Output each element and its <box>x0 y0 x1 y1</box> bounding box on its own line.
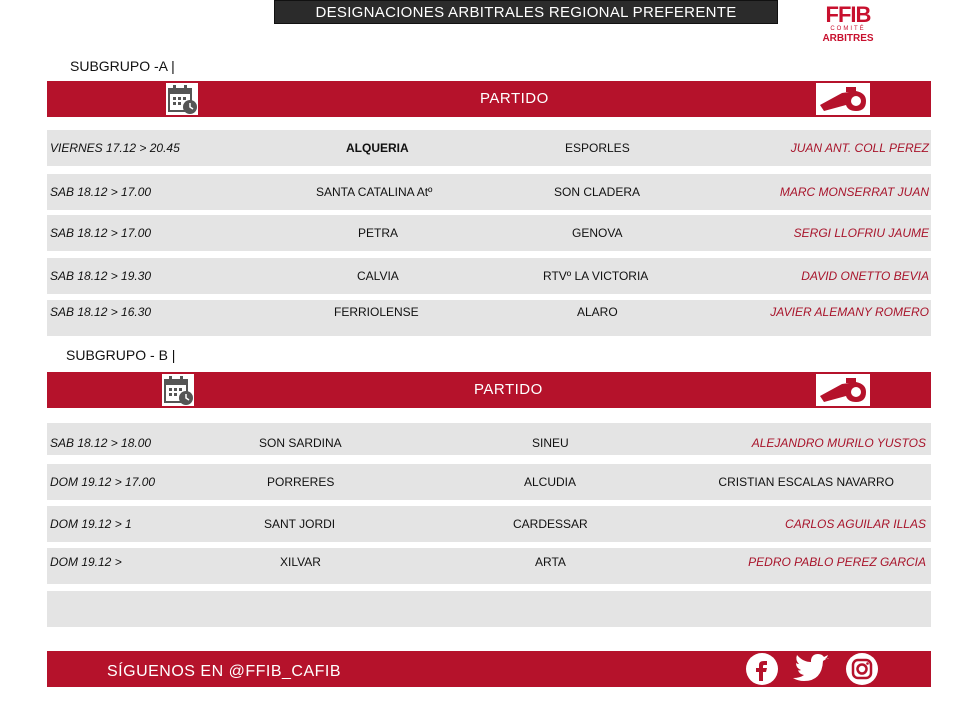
subgroup-a-header-bar <box>47 81 931 117</box>
home-team: SANT JORDI <box>264 517 336 531</box>
away-team: ALCUDIA <box>524 475 577 489</box>
away-team: GENOVA <box>572 226 623 240</box>
whistle-icon <box>816 374 870 406</box>
home-team: CALVIA <box>357 269 399 283</box>
home-team: PORRERES <box>267 475 335 489</box>
away-team: ARTA <box>535 555 566 569</box>
logo-bottom-text: ARBITRES <box>822 33 874 44</box>
referee-name: MARC MONSERRAT JUAN <box>779 185 929 199</box>
match-row <box>47 300 931 336</box>
away-team: RTVº LA VICTORIA <box>543 269 649 283</box>
referee-name: ALEJANDRO MURILO YUSTOS <box>751 436 926 450</box>
match-row <box>47 548 931 584</box>
footer-bar <box>47 651 931 687</box>
match-date: SAB 18.12 > 19.30 <box>50 269 152 283</box>
match-date: SAB 18.12 > 16.30 <box>50 305 152 319</box>
match-date: DOM 19.12 > 17.00 <box>50 475 156 489</box>
away-team: SINEU <box>532 436 569 450</box>
whistle-icon <box>816 83 870 115</box>
referee-name: CRISTIAN ESCALAS NAVARRO <box>718 475 894 489</box>
match-date: DOM 19.12 > <box>50 555 122 569</box>
ffib-logo <box>818 4 878 46</box>
subgroup-b-title: SUBGRUPO - B | <box>66 347 176 363</box>
calendar-icon <box>162 374 194 406</box>
home-team: PETRA <box>358 226 399 240</box>
match-date: DOM 19.12 > 1 <box>50 517 132 531</box>
match-row <box>47 423 931 455</box>
referee-name: PEDRO PABLO PEREZ GARCIA <box>748 555 926 569</box>
subgroup-b-header-bar <box>47 372 931 408</box>
referee-name: SERGI LLOFRIU JAUME <box>793 226 929 240</box>
match-row <box>47 130 931 166</box>
subgroup-a-title: SUBGRUPO -A | <box>70 58 175 74</box>
referee-name: CARLOS AGUILAR ILLAS <box>785 517 926 531</box>
twitter-icon[interactable] <box>791 652 831 686</box>
follow-text: SÍGUENOS EN @FFIB_CAFIB <box>107 663 341 680</box>
match-date: VIERNES 17.12 > 20.45 <box>50 141 180 155</box>
match-row <box>47 506 931 542</box>
match-date: SAB 18.12 > 18.00 <box>50 436 152 450</box>
match-date: SAB 18.12 > 17.00 <box>50 226 152 240</box>
home-team: XILVAR <box>280 555 321 569</box>
logo-main-text: FFIB <box>825 2 871 27</box>
subgroup-a-bar-label: PARTIDO <box>480 90 549 107</box>
away-team: CARDESSAR <box>513 517 588 531</box>
document-title: DESIGNACIONES ARBITRALES REGIONAL PREFERENTE <box>274 0 778 24</box>
logo-sub-text: COMITÉ <box>830 26 866 32</box>
home-team: ALQUERIA <box>346 141 409 155</box>
instagram-icon[interactable] <box>845 652 879 686</box>
match-date: SAB 18.12 > 17.00 <box>50 185 152 199</box>
home-team: FERRIOLENSE <box>334 305 419 319</box>
away-team: SON CLADERA <box>554 185 641 199</box>
referee-name: DAVID ONETTO BEVIA <box>801 269 929 283</box>
calendar-icon <box>166 83 198 115</box>
referee-name: JUAN ANT. COLL PEREZ <box>790 141 929 155</box>
home-team: SANTA CATALINA Atº <box>316 185 433 199</box>
away-team: ESPORLES <box>565 141 630 155</box>
empty-row <box>47 591 931 627</box>
match-row <box>47 464 931 500</box>
home-team: SON SARDINA <box>259 436 342 450</box>
match-row <box>47 174 931 210</box>
match-row <box>47 215 931 251</box>
referee-name: JAVIER ALEMANY ROMERO <box>770 305 929 319</box>
subgroup-b-bar-label: PARTIDO <box>474 381 543 398</box>
match-row <box>47 258 931 294</box>
away-team: ALARO <box>577 305 618 319</box>
facebook-icon[interactable] <box>745 652 779 686</box>
